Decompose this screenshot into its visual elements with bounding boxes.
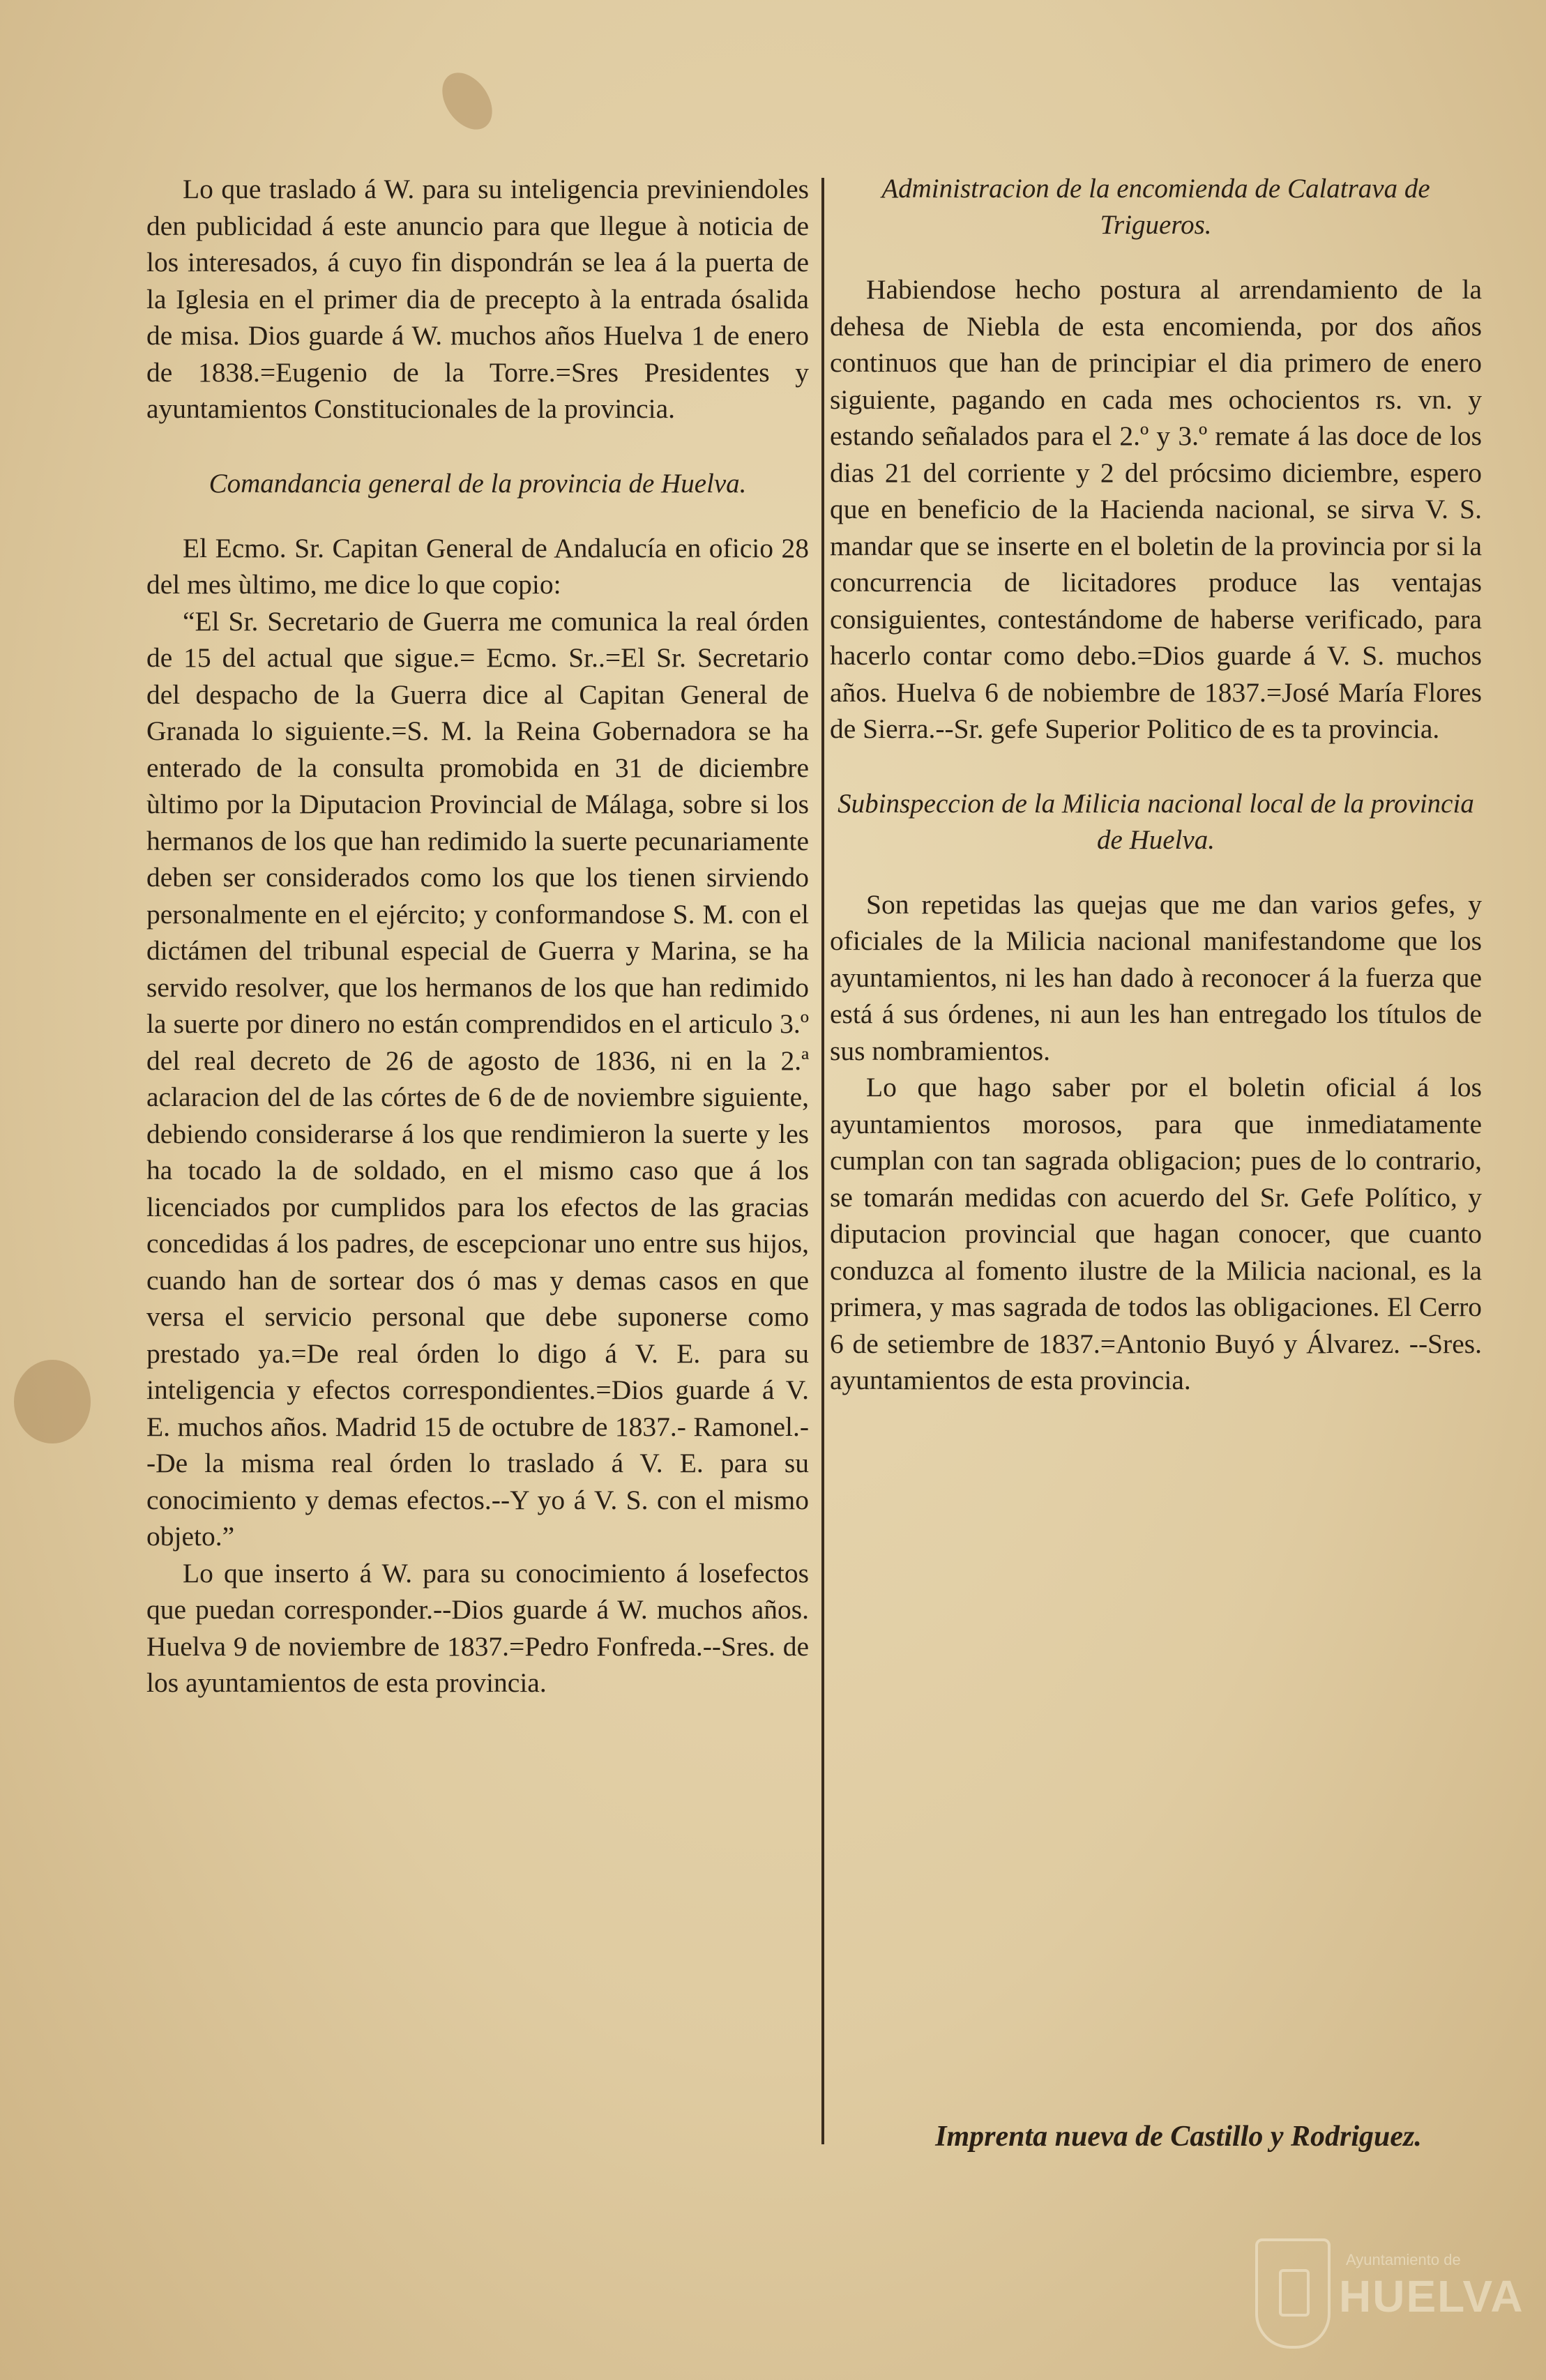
right-heading-administracion: Administracion de la encomienda de Calatrava de Trigueros. (881, 174, 1430, 240)
right-paragraph-2: Son repetidas las quejas que me dan varios gefes, y oficiales de la Milicia nacional manifestandome que los ayuntamientos, ni les han dado à reconocer á la fuerza que está á sus órdenes, ni aun les han entregado los títulos de sus nombramientos. (830, 888, 1482, 1066)
right-column (830, 171, 1482, 1399)
left-heading-comandancia: Comandancia general de la provincia de Huelva. (209, 468, 747, 499)
right-paragraph-3: Lo que hago saber por el boletin oficial á los ayuntamientos morosos, para que inmediatamente cumplan con tan sagrada obligacion; pues de lo contrario, se tomarán medidas con acuerdo del Sr. Gefe Político, y diputacion provincial que hagan conocer, que cuanto conduzca al fomento ilustre de la Milicia nacional, es la primera, y mas sagrada de todos las obligaciones. El Cerro 6 de setiembre de 1837.=Antonio Buyó y Álvarez. --Sres. ayuntamientos de esta provincia. (830, 1072, 1482, 1395)
right-paragraph-1: Habiendose hecho postura al arrendamiento de la dehesa de Niebla de esta encomienda, por dos años continuos que han de principiar el dia primero de enero siguiente, pagando en cada mes ochocientos rs. vn. y estando señalados para el 2.º y 3.º remate á las doce de los dias 21 del corriente y 2 del prócsimo diciembre, espero que en beneficio de la Hacienda nacional, se sirva V. S. mandar que se inserte en el boletin de la provincia por si la concurrencia de licitadores produce las ventajas consiguientes, contestándome de haberse verificado, para hacerlo contar como debo.=Dios guarde á V. S. muchos años. Huelva 6 de nobiembre de 1837.=José María Flores de Sierra.--Sr. gefe Superior Politico de es ta provincia. (830, 274, 1482, 744)
archive-watermark-logo (1255, 2238, 1524, 2357)
ink-stain (432, 63, 503, 139)
left-paragraph-3: “El Sr. Secretario de Guerra me comunica la real órden de 15 del actual que sigue.= Ecmo. Sr..=El Sr. Secretario del despacho de la Guerra dice al Capitan General de Granada lo siguiente.=S. M. la Reina Gobernadora se ha enterado de la consulta promobida en 31 de diciembre ùltimo por la Diputacion Provincial de Málaga, sobre si los hermanos de los que han redimido la suerte pecunariamente deben ser considerados como los que los tienen sirviendo personalmente en el ejército; y conformandose S. M. con el dictámen del tribunal especial de Guerra y Marina, se ha servido resolver, que los hermanos de los que han redimido la suerte por dinero no están comprendidos en el articulo 3.º del real decreto de 26 de agosto de 1836, ni en la 2.ª aclaracion del de las córtes de 6 de de noviembre siguiente, debiendo considerarse á los que rendimieron la suerte y les ha tocado la de soldado, en el mismo caso que á los licenciados por cumplidos para los efectos de las gracias concedidas á los padres, de escepcionar uno entre sus hijos, cuando han de sortear dos ó mas y demas casos en que versa el servicio personal que debe suponerse como prestado ya.=De real órden lo digo á V. E. para su inteligencia y efectos correspondientes.=Dios guarde á V. E. muchos años. Madrid 15 de octubre de 1837.- Ramonel.--De la misma real órden lo traslado á V. E. para su conocimiento y demas efectos.--Y yo á V. S. con el mismo objeto.” (146, 605, 809, 1552)
left-paragraph-1: Lo que traslado á W. para su inteligencia previniendoles den publicidad á este anuncio para que llegue à noticia de los interesados, á cuyo fin dispondrán se lea á la puerta de la Iglesia en el primer dia de precepto à la entrada ósalida de misa. Dios guarde á W. muchos años Huelva 1 de enero de 1838.=Eugenio de la Torre.=Sres Presidentes y ayuntamientos Constitucionales de la provincia. (146, 174, 809, 424)
left-column (146, 171, 809, 1701)
watermark-big-text: HUELVA (1339, 2271, 1524, 2321)
left-paragraph-4: Lo que inserto á W. para su conocimiento á losefectos que puedan corresponder.--Dios guarde á W. muchos años. Huelva 9 de noviembre de 1837.=Pedro Fonfreda.--Sres. de los ayuntamientos de esta provincia. (146, 1557, 809, 1698)
paper-stain (14, 1360, 91, 1443)
left-paragraph-2: El Ecmo. Sr. Capitan General de Andalucía en oficio 28 del mes ùltimo, me dice lo que copio: (146, 532, 809, 600)
column-divider (821, 178, 824, 2144)
printer-imprint: Imprenta nueva de Castillo y Rodriguez. (935, 2121, 1422, 2153)
watermark-small-text: Ayuntamiento de (1346, 2251, 1461, 2268)
right-heading-subinspeccion: Subinspeccion de la Milicia nacional local de la provincia de Huelva. (838, 788, 1474, 855)
shield-icon (1255, 2238, 1331, 2349)
